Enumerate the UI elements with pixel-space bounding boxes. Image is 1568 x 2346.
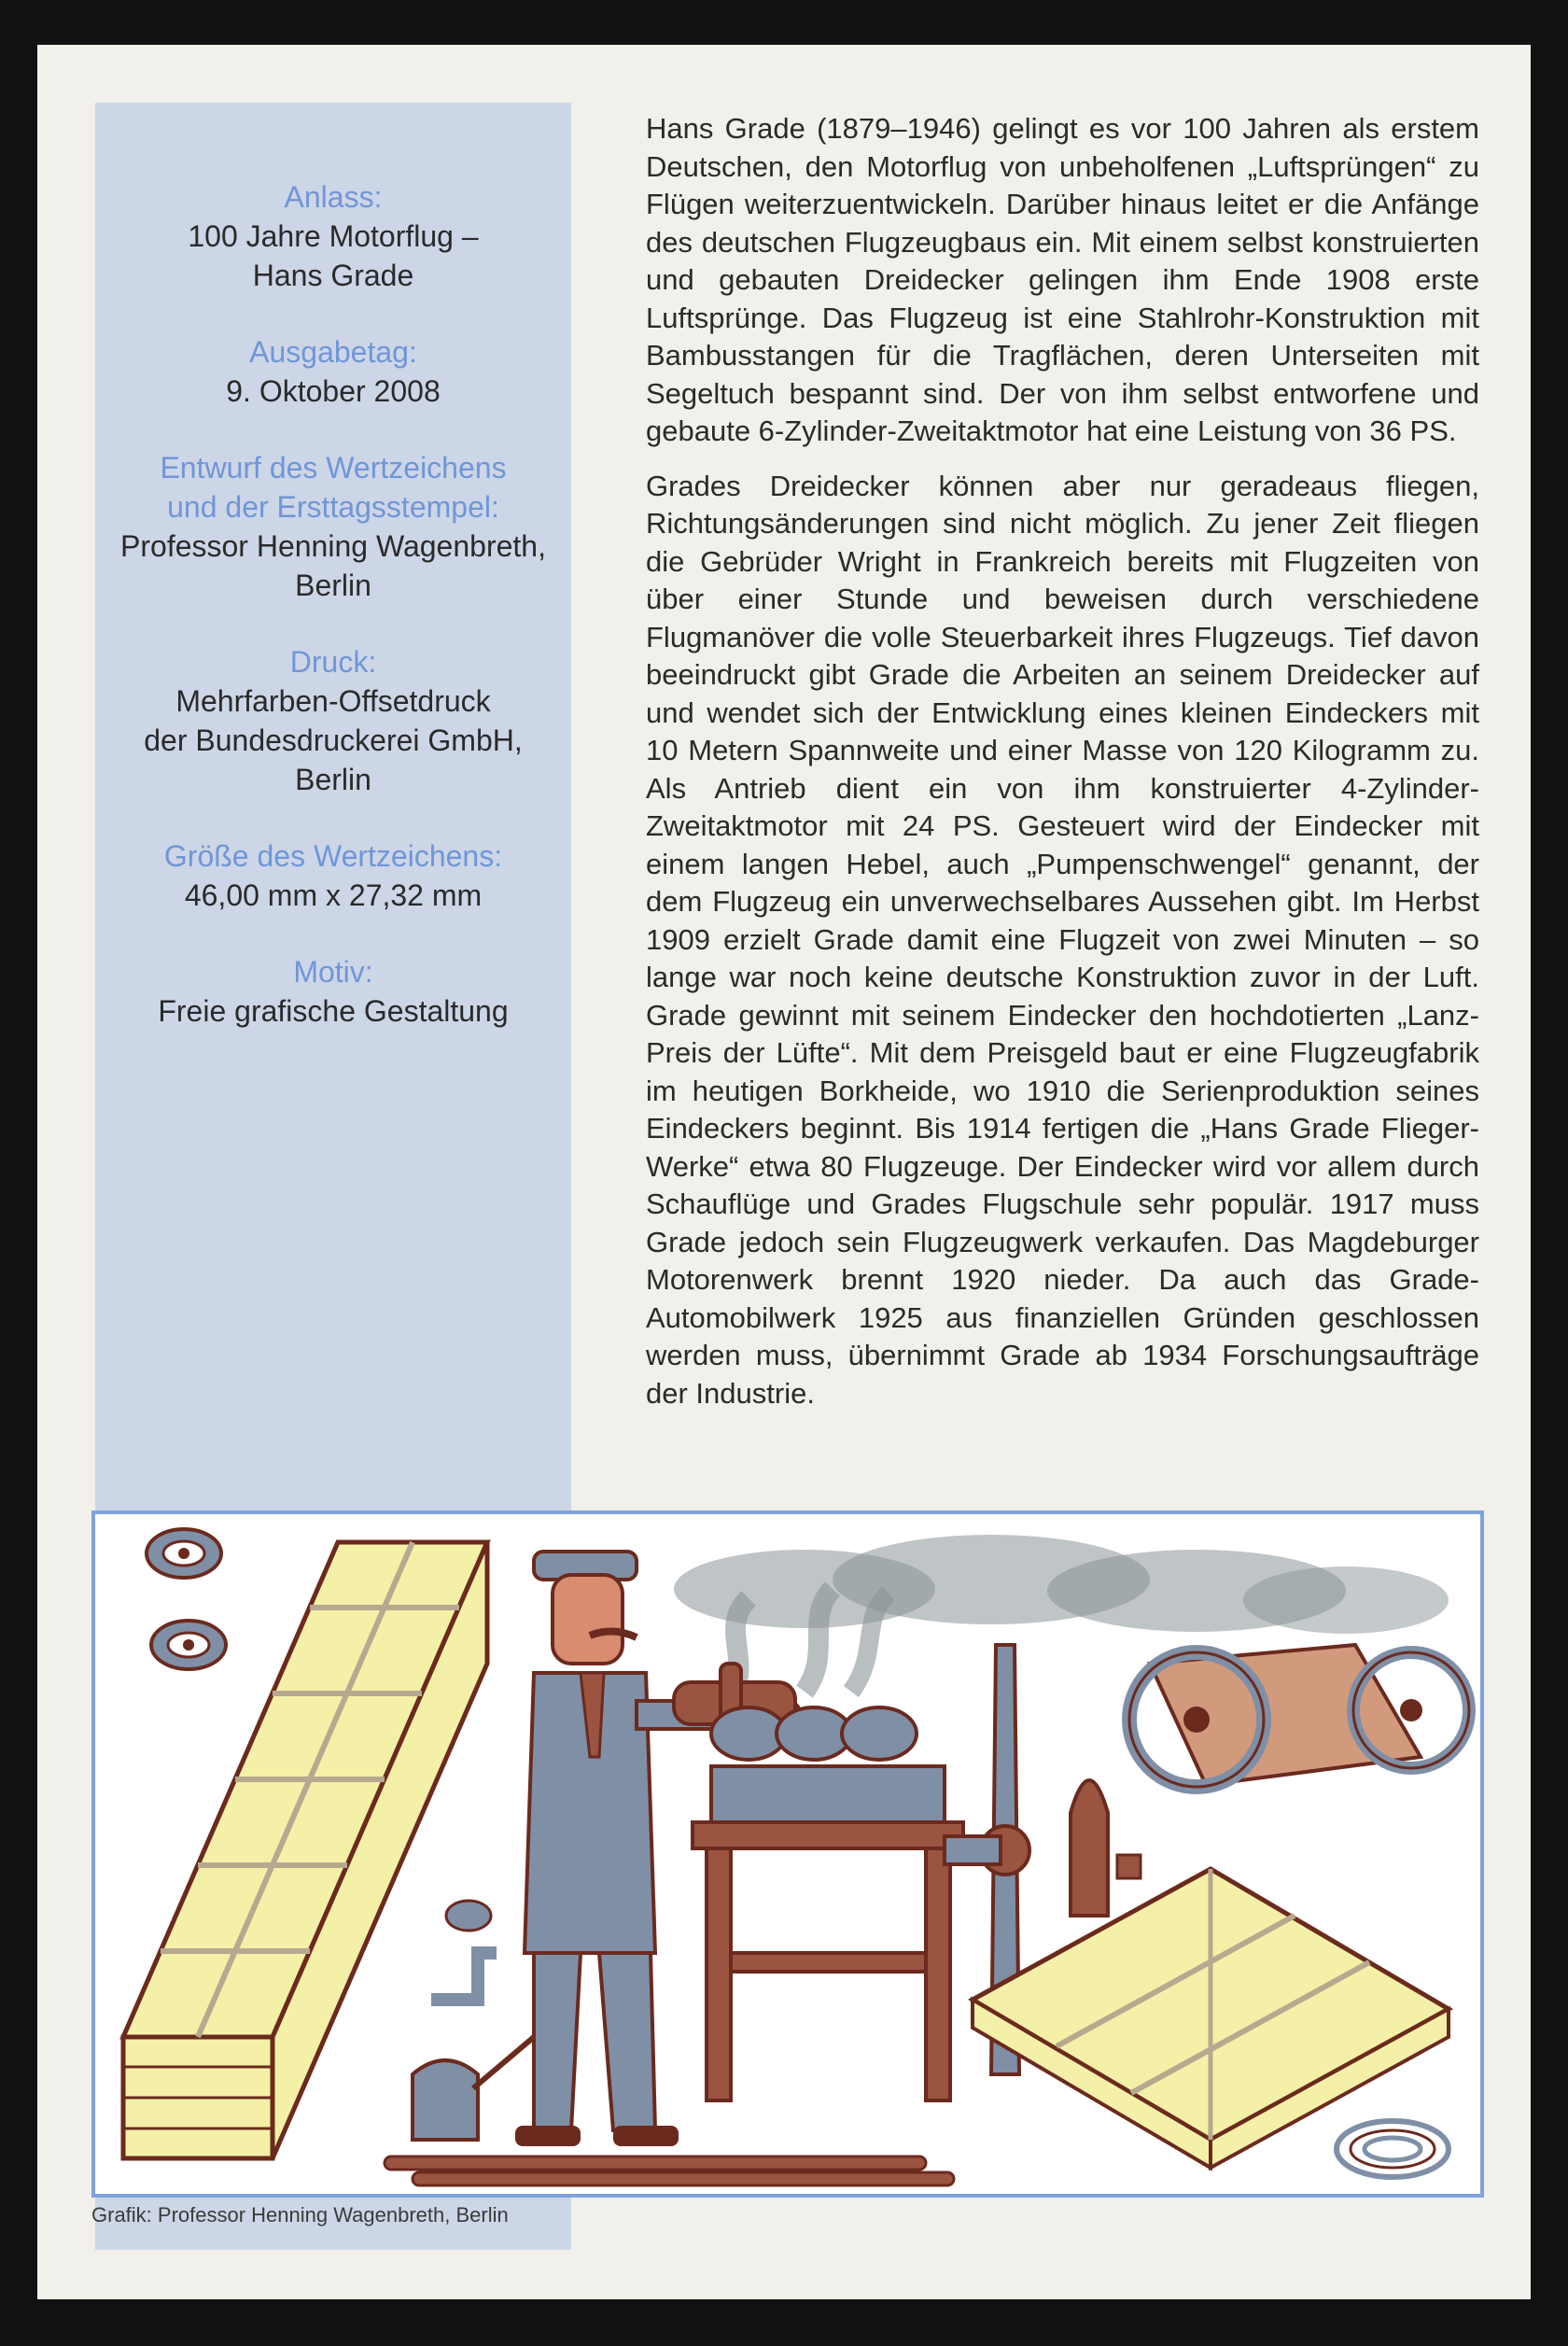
fact-value: Mehrfarben-Offsetdruck der Bundesdruckerei GmbH, Berlin xyxy=(144,684,523,796)
stamp-info-page xyxy=(37,45,1531,2299)
fact-value: Freie grafische Gestaltung xyxy=(158,994,509,1028)
fact-value: 100 Jahre Motorflug – Hans Grade xyxy=(188,219,479,292)
small-wheel xyxy=(151,1621,226,1669)
undercarriage xyxy=(1129,1645,1469,1787)
illustration-frame xyxy=(91,1510,1484,2198)
fact-size xyxy=(95,836,571,915)
workshop-illustration xyxy=(95,1514,1480,2194)
fact-motif xyxy=(95,952,571,1031)
article-paragraph: Grades Dreidecker können aber nur geradeaus fliegen, Richtungsänderungen sind nicht möglich. Zu jener Zeit fliegen die Gebrüder Wright in Frankreich bereits mit Flugzeiten von über einer Stunde und beweisen durch verschiedene Flugmanöver die volle Steuerbarkeit ihres Flugzeugs. Tief davon beeindruckt gibt Grade die Arbeiten an seinem Dreidecker auf und wendet sich der Entwicklung eines kleinen Eindeckers mit 10 Metern Spannweite und einer Masse von 120 Kilogramm zu. Als Antrieb dient ein von ihm konstruierter 4-Zylinder-Zweitaktmotor mit 24 PS. Gesteuert wird der Eindecker mit einem langen Hebel, auch „Pumpenschwengel“ genannt, der dem Flugzeug ein unverwechselbares Aussehen gibt. Im Herbst 1909 erzielt Grade damit eine Flugzeit von zwei Minuten – so lange war noch keine deutsche Konstruktion zuvor in der Luft. Grade gewinnt mit seinem Eindecker den hochdotierten „Lanz-Preis der Lüfte“. Mit dem Preisgeld baut er eine Flugzeugfabrik im heutigen Borkheide, wo 1910 die Serienproduktion seines Eindeckers beginnt. Bis 1914 fertigen die „Hans Grade Flieger-Werke“ etwa 80 Flugzeuge. Der Eindecker wird vor allem durch Schauflüge und Grades Flugschule sehr populär. 1917 muss Grade jedoch sein Flugzeugwerk verkaufen. Das Magdeburger Motorenwerk brennt 1920 nieder. Da auch das Grade-Automobilwerk 1925 aus finanziellen Gründen geschlossen werden muss, übernimmt Grade ab 1934 Forschungsaufträge der Industrie. xyxy=(646,469,1479,1410)
fact-label: Motiv: xyxy=(293,955,373,989)
article-text xyxy=(646,110,1479,1429)
fact-occasion xyxy=(95,177,571,295)
fact-value: Professor Henning Wagenbreth, Berlin xyxy=(120,529,546,602)
crank-tool xyxy=(431,1901,497,2000)
article-paragraph: Hans Grade (1879–1946) gelingt es vor 100 Jahren als erstem Deutschen, den Motorflug von unbeholfenen „Luftsprüngen“ zu Flügen weiterzuentwickeln. Darüber hinaus leitet er die Anfänge des deutschen Flugzeugbaus ein. Mit einem selbst konstruierten und gebauten Dreidecker gelingen ihm Ende 1908 erste Luftsprünge. Das Flugzeug ist eine Stahlrohr-Konstruktion mit Bambusstangen für die Tragflächen, deren Unterseiten mit Segeltuch bespannt sind. Der von ihm selbst entworfene und gebaute 6-Zylinder-Zweitaktmotor hat eine Leistung von 36 PS. xyxy=(646,112,1479,447)
spinner-part xyxy=(1071,1780,1141,1916)
engine-stand xyxy=(674,1664,963,2100)
fact-print xyxy=(95,642,571,799)
small-wheel xyxy=(147,1529,221,1578)
fact-list xyxy=(95,177,571,1068)
fact-label: Ausgabetag: xyxy=(249,335,417,369)
fact-issue-date xyxy=(95,332,571,411)
floor-rods xyxy=(385,2156,954,2185)
fact-label: Anlass: xyxy=(284,180,383,214)
oil-can xyxy=(413,2037,534,2140)
fact-label: Druck: xyxy=(289,645,377,679)
fact-design xyxy=(95,448,571,605)
fact-label: Entwurf des Wertzeichens und der Ersttagsstempel: xyxy=(160,451,507,524)
illustration-credit: Grafik: Professor Henning Wagenbreth, Berlin xyxy=(91,2203,509,2227)
fact-value: 46,00 mm x 27,32 mm xyxy=(184,878,483,912)
cable-coil xyxy=(1337,2121,1449,2177)
fact-label: Größe des Wertzeichens: xyxy=(163,839,503,873)
fact-value: 9. Oktober 2008 xyxy=(226,374,441,408)
